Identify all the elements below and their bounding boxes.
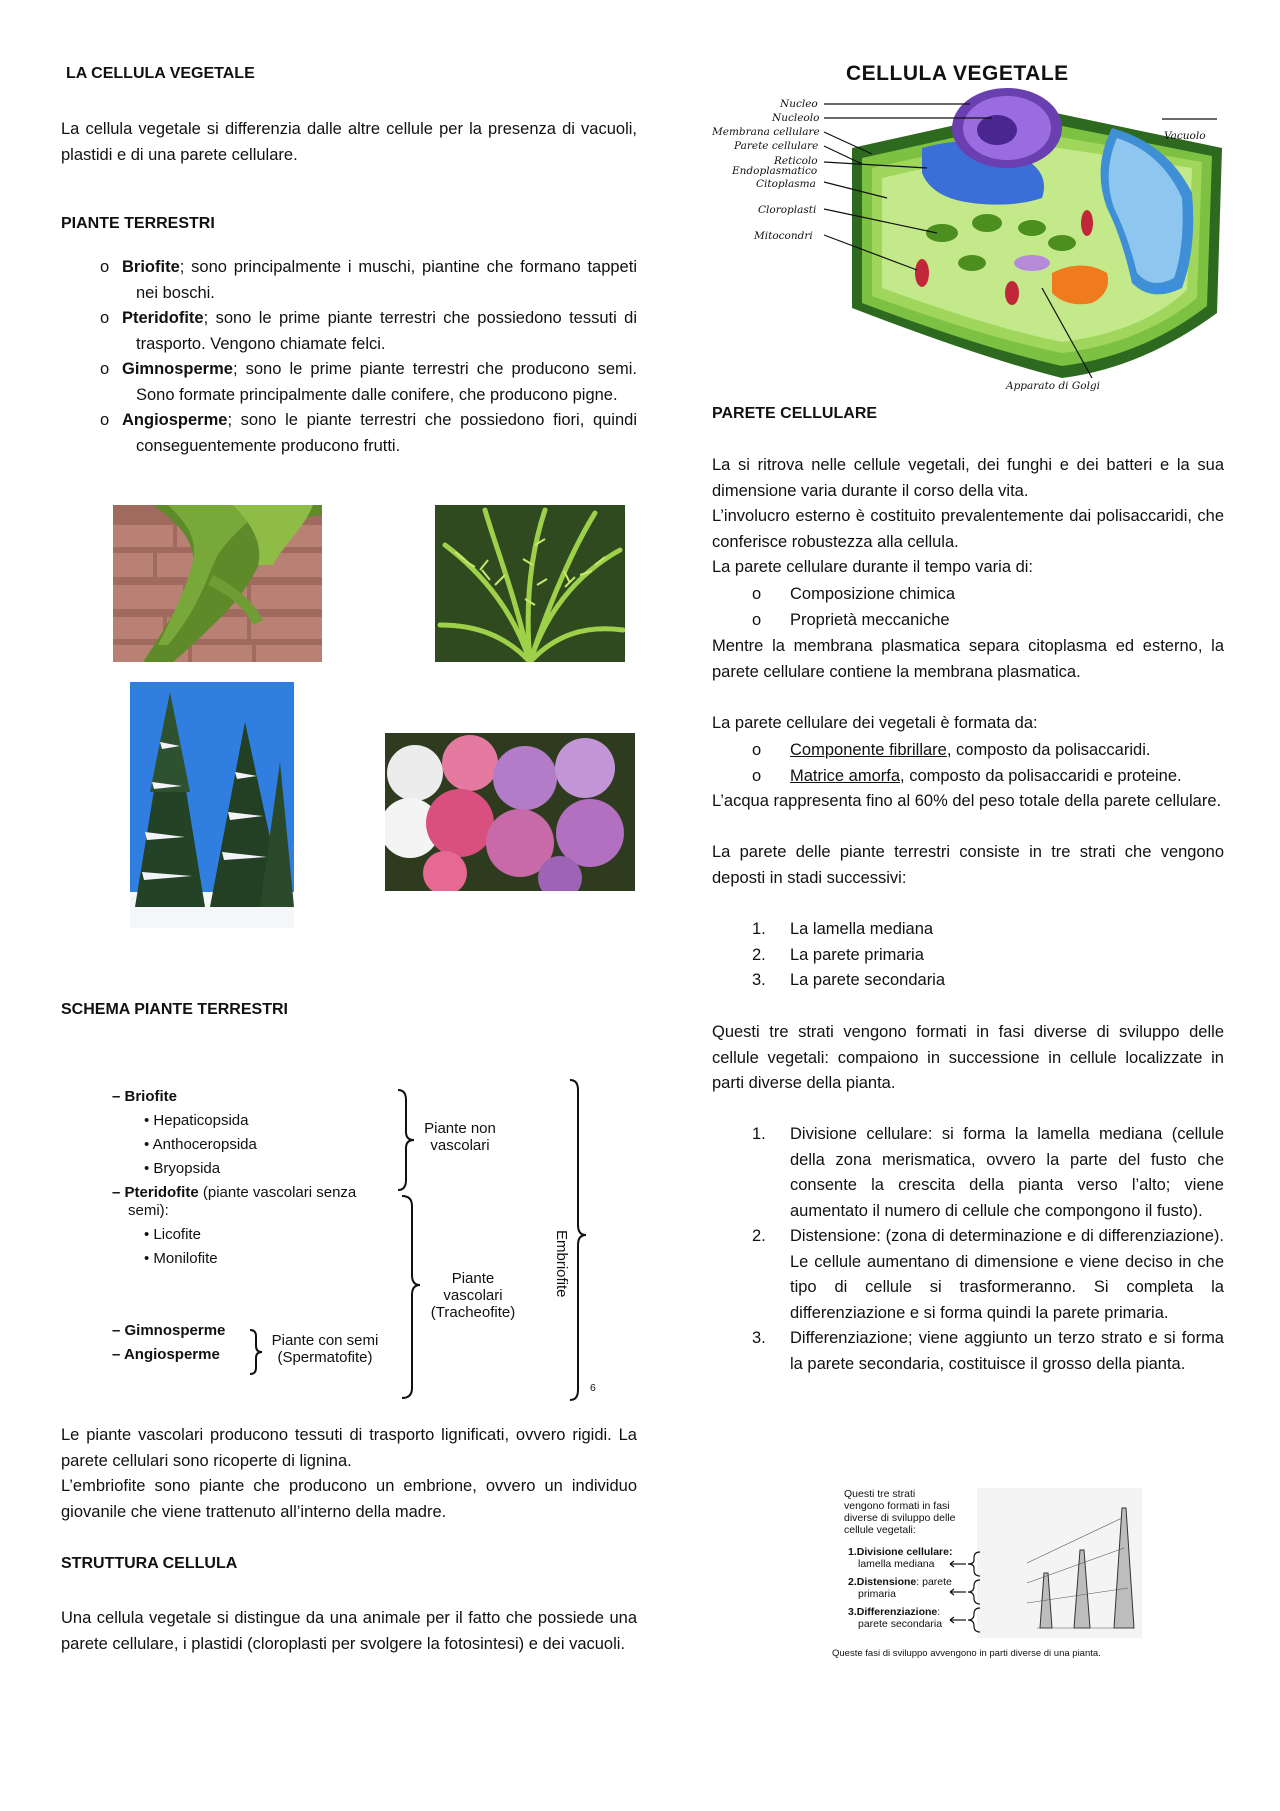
vascolari-paragraph: Le piante vascolari producono tessuti di trasporto lignificati, ovvero rigidi. La parete cellulari sono ricoperte di lignina. bbox=[61, 1426, 637, 1470]
figure-step-2: 2.Distensione bbox=[848, 1576, 917, 1588]
label-parete: Parete cellulare bbox=[734, 140, 819, 152]
parete-paragraph-3: La parete cellulare durante il tempo varia di: bbox=[712, 558, 1034, 576]
section-heading-struttura: STRUTTURA CELLULA bbox=[61, 1555, 238, 1572]
figure-step-2-desc: : parete bbox=[916, 1576, 952, 1588]
figure-caption: Queste fasi di sviluppo avvengono in parti diverse di una pianta. bbox=[832, 1648, 1101, 1659]
list-item: o Matrice amorfa, composto da polisaccaridi e proteine. bbox=[752, 767, 1182, 785]
fern-photo bbox=[435, 505, 625, 662]
growth-stages-figure: Questi tre strati vengono formati in fasi diverse di sviluppo delle cellule vegetali: 1.Divisione cellulare: lamella mediana 2.Distensione: parete primaria 3.Differenziazione: parete secondaria Queste fasi di sviluppo avvengono in parti diverse di una pianta. bbox=[832, 1488, 1152, 1663]
label-golgi: Apparato di Golgi bbox=[1006, 380, 1101, 392]
fasi-list bbox=[712, 1122, 1224, 1377]
schema-non-vascolari: Piante non vascolari bbox=[424, 1120, 496, 1154]
label-citoplasma: Citoplasma bbox=[756, 178, 816, 190]
schema-hepaticopsida: • Hepaticopsida bbox=[144, 1112, 249, 1129]
list-item: 1. Divisione cellulare: si forma la lamella mediana (cellule della zona merismatica, ovvero la parte del fusto che consente la crescita della pianta verso l’alto; viene aumentato il numero di cellule che compongono il fusto). bbox=[752, 1125, 1224, 1220]
list-item: o Angiosperme; sono le piante terrestri che possiedono fiori, quindi conseguentemente producono frutti. bbox=[100, 411, 637, 455]
label-nucleolo: Nucleolo bbox=[772, 112, 820, 124]
parete-paragraph-5: La parete cellulare dei vegetali è formata da: bbox=[712, 714, 1038, 732]
figure-step-1: 1.Divisione cellulare: bbox=[848, 1546, 953, 1558]
schema-pteridofite-note-2: semi): bbox=[128, 1202, 169, 1219]
parete-paragraph-7: La parete delle piante terrestri consiste in tre strati che vengono deposti in stadi successivi: bbox=[712, 843, 1224, 887]
plant-cell-diagram bbox=[712, 58, 1252, 403]
list-item: 3. Differenziazione; viene aggiunto un terzo strato e si forma la parete secondaria, costituisce il grosso della pianta. bbox=[752, 1329, 1224, 1373]
schema-licofite: • Licofite bbox=[144, 1226, 201, 1243]
label-vacuolo: Vacuolo bbox=[1164, 130, 1206, 142]
list-item: o Proprietà meccaniche bbox=[752, 611, 950, 629]
label-membrana: Membrana cellulare bbox=[712, 126, 820, 138]
schema-monilofite: • Monilofite bbox=[144, 1250, 218, 1267]
schema-angiosperme: – Angiosperme bbox=[112, 1346, 220, 1363]
list-item: o Pteridofite; sono le prime piante terrestri che possiedono tessuti di trasporto. Vengono chiamate felci. bbox=[100, 309, 637, 353]
figure-intro-4: cellule vegetali: bbox=[844, 1524, 916, 1536]
list-item: o Briofite; sono principalmente i muschi, piantine che formano tappeti nei boschi. bbox=[100, 258, 637, 302]
figure-step-1-desc: lamella mediana bbox=[858, 1558, 935, 1570]
parete-paragraph-2: L’involucro esterno è costituito prevalentemente dai polisaccaridi, che conferisce robustezza alla cellula. bbox=[712, 507, 1224, 551]
intro-paragraph: La cellula vegetale si differenzia dalle altre cellule per la presenza di vacuoli, plastidi e di una parete cellulare. bbox=[61, 120, 637, 164]
figure-intro-3: diverse di sviluppo delle bbox=[844, 1512, 956, 1524]
embriofite-paragraph: L’embriofite sono piante che producono un embrione, ovvero un individuo giovanile che viene trattenuto all’interno della madre. bbox=[61, 1477, 637, 1521]
parete-paragraph-6: L’acqua rappresenta fino al 60% del peso totale della parete cellulare. bbox=[712, 792, 1222, 810]
list-item: o Gimnosperme; sono le prime piante terrestri che producono semi. Sono formate principalmente dalle conifere, che producono pigne. bbox=[100, 360, 637, 404]
figure-step-3: 3.Differenziazione bbox=[848, 1606, 938, 1618]
label-nucleo: Nucleo bbox=[780, 98, 818, 110]
schema-gimnosperme: – Gimnosperme bbox=[112, 1322, 226, 1339]
hydrangea-photo bbox=[385, 733, 635, 891]
plant-groups-list bbox=[100, 255, 637, 459]
list-item: o Composizione chimica bbox=[752, 585, 956, 603]
list-item: 1. La lamella mediana bbox=[752, 920, 934, 938]
schema-spermatofite: Piante con semi (Spermatofite) bbox=[271, 1332, 379, 1366]
diagram-title: CELLULA VEGETALE bbox=[846, 62, 1069, 85]
schema-vascolari: Piante vascolari (Tracheofite) bbox=[430, 1270, 516, 1321]
varia-list bbox=[712, 581, 1224, 633]
schema-anthoceropsida: • Anthoceropsida bbox=[144, 1136, 257, 1153]
section-heading-terrestri: PIANTE TERRESTRI bbox=[61, 215, 215, 232]
schema-pteridofite-note: (piante vascolari senza bbox=[198, 1184, 357, 1201]
section-heading-schema: SCHEMA PIANTE TERRESTRI bbox=[61, 1001, 288, 1018]
label-mitocondri: Mitocondri bbox=[754, 230, 813, 242]
label-cloroplasti: Cloroplasti bbox=[758, 204, 817, 216]
strati-list bbox=[712, 917, 1224, 994]
label-endoplasmatico: Endoplasmatico bbox=[732, 165, 818, 177]
moss-photo bbox=[113, 505, 322, 662]
figure-step-3-desc: parete secondaria bbox=[858, 1618, 943, 1630]
schema-pteridofite: – Pteridofite bbox=[112, 1184, 199, 1201]
figure-intro-1: Questi tre strati bbox=[844, 1488, 916, 1500]
list-item: 3. La parete secondaria bbox=[752, 971, 946, 989]
figure-intro-2: vengono formati in fasi bbox=[844, 1500, 950, 1512]
struttura-paragraph: Una cellula vegetale si distingue da una animale per il fatto che possiede una parete cellulare, i plastidi (cloroplasti per svolgere la fotosintesi) e dei vacuoli. bbox=[61, 1609, 637, 1653]
list-item: 2. La parete primaria bbox=[752, 945, 924, 964]
schema-page-number: 6 bbox=[590, 1382, 596, 1394]
section-heading-parete: PARETE CELLULARE bbox=[712, 405, 878, 422]
list-item: o Componente fibrillare, composto da polisaccaridi. bbox=[752, 741, 1151, 759]
parete-paragraph-4: Mentre la membrana plasmatica separa citoplasma ed esterno, la parete cellulare contiene la membrana plasmatica. bbox=[712, 637, 1224, 681]
schema-diagram bbox=[100, 1070, 620, 1410]
label-reticolo: Reticolo bbox=[774, 155, 818, 167]
parete-paragraph-8: Questi tre strati vengono formati in fasi diverse di sviluppo delle cellule vegetali: compaiono in successione in cellule localizzate in parti diverse della pianta. bbox=[712, 1023, 1224, 1092]
figure-step-2-desc-2: primaria bbox=[858, 1588, 896, 1600]
schema-bryopsida: • Bryopsida bbox=[144, 1160, 221, 1177]
page-title: LA CELLULA VEGETALE bbox=[66, 65, 255, 82]
list-item: 2. Distensione: (zona di determinazione e di differenziazione). Le cellule aumentano di dimensione e viene deciso in che tipo di cellule si trasformeranno. Si completa la differenziazione e si forma quindi la parete primaria. bbox=[752, 1227, 1224, 1322]
schema-embriofite: Embriofite bbox=[553, 1230, 570, 1298]
formata-list bbox=[712, 737, 1224, 789]
schema-briofite: – Briofite bbox=[112, 1088, 178, 1105]
conifer-photo bbox=[130, 682, 294, 928]
parete-paragraph-1: La si ritrova nelle cellule vegetali, dei funghi e dei batteri e la sua dimensione varia durante il corso della vita. bbox=[712, 456, 1224, 500]
